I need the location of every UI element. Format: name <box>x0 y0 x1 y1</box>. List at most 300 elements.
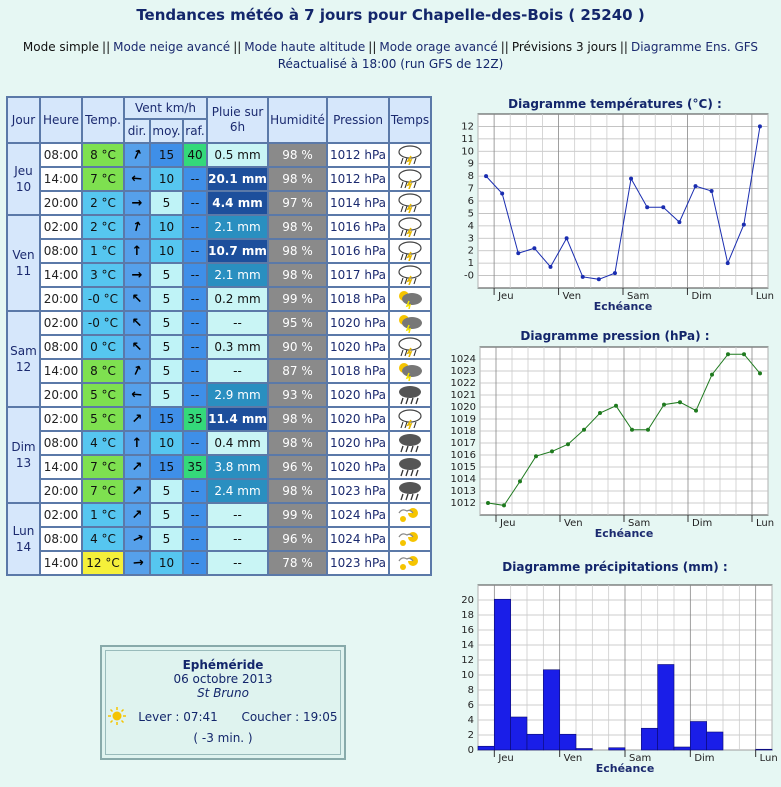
storm-weather-icon <box>390 337 430 357</box>
y-tick-label: 1019 <box>450 414 476 425</box>
wind-arrow-icon: ↗ <box>131 411 143 427</box>
weather-cell <box>390 432 430 454</box>
weather-cell <box>390 144 430 166</box>
chart-title: Diagramme températures (°C) : <box>508 97 722 111</box>
y-tick-label: 1 <box>467 258 474 270</box>
data-point <box>758 371 762 375</box>
wind-arrow-icon: ↖ <box>128 169 146 189</box>
wind-direction-cell <box>125 312 149 334</box>
data-point <box>516 251 520 255</box>
temperature-cell: 3 °C <box>83 264 123 286</box>
weather-cell <box>390 456 430 478</box>
wind-gust-cell: -- <box>184 528 206 550</box>
hour-cell: 14:00 <box>41 360 81 382</box>
wind-direction-cell <box>125 144 149 166</box>
y-tick-label: 1016 <box>450 450 476 461</box>
weather-cell <box>390 288 430 310</box>
data-point <box>694 184 698 188</box>
nav-separator: || <box>233 40 242 54</box>
wind-direction-cell <box>125 432 149 454</box>
wind-speed-cell: 15 <box>151 456 182 478</box>
weather-cell <box>390 552 430 574</box>
sunstorm-weather-icon <box>390 361 430 381</box>
header-moy: moy. <box>151 120 182 142</box>
y-tick-label: 1013 <box>450 486 476 497</box>
wind-speed-cell: 5 <box>151 360 182 382</box>
weather-cell <box>390 312 430 334</box>
nav-link-1[interactable]: Mode simple <box>22 40 100 54</box>
data-point <box>726 352 730 356</box>
wind-gust-cell: -- <box>184 312 206 334</box>
wind-gust-cell: -- <box>184 336 206 358</box>
y-tick-label: 1022 <box>450 378 476 389</box>
day-number: 12 <box>15 360 32 374</box>
nav-separator: || <box>619 40 628 54</box>
bar <box>478 746 494 750</box>
weather-cell <box>390 384 430 406</box>
wind-arrow-icon: ↗ <box>129 362 145 380</box>
data-point <box>645 205 649 209</box>
data-point <box>532 246 536 250</box>
wind-gust-cell: -- <box>184 192 206 214</box>
data-point <box>662 403 666 407</box>
pressure-cell: 1020 hPa <box>328 432 388 454</box>
pressure-cell: 1017 hPa <box>328 264 388 286</box>
hour-cell: 08:00 <box>41 240 81 262</box>
day-name: Ven <box>12 248 35 262</box>
rain-weather-icon <box>390 481 430 501</box>
y-tick-label: 20 <box>461 595 474 606</box>
forecast-row <box>8 384 430 406</box>
bar <box>609 748 625 750</box>
header-dir: dir. <box>125 120 149 142</box>
wind-gust-cell: -- <box>184 264 206 286</box>
pressure-cell: 1024 hPa <box>328 528 388 550</box>
ephemeride-saint: St Bruno <box>197 686 249 700</box>
wind-speed-cell: 5 <box>151 288 182 310</box>
data-point <box>549 265 553 269</box>
x-tick-label: Sam <box>628 518 651 529</box>
wind-direction-cell <box>125 408 149 430</box>
y-tick-label: 5 <box>467 208 474 220</box>
wind-arrow-icon: ↑ <box>131 243 143 259</box>
data-point <box>694 409 698 413</box>
temperature-cell: 8 °C <box>83 144 123 166</box>
day-name: Sam <box>10 344 37 358</box>
day-cell <box>8 312 39 406</box>
y-tick-label: 18 <box>461 610 474 621</box>
bar <box>641 728 657 750</box>
data-point <box>726 261 730 265</box>
humidity-cell: 98 % <box>269 216 326 238</box>
hour-cell: 14:00 <box>41 456 81 478</box>
nav-link-6[interactable]: Diagramme Ens. GFS <box>630 40 759 54</box>
day-cell <box>8 216 39 310</box>
header-jour: Jour <box>8 98 39 142</box>
pressure-chart <box>450 325 780 545</box>
y-tick-label: 1012 <box>450 498 476 509</box>
wind-gust-cell: -- <box>184 240 206 262</box>
temperature-cell: 7 °C <box>83 456 123 478</box>
y-tick-label: 9 <box>467 158 474 170</box>
y-tick-label: 4 <box>467 220 474 232</box>
temperature-cell: 2 °C <box>83 216 123 238</box>
header-temp: Temp. <box>83 98 123 142</box>
day-name: Jeu <box>14 164 33 178</box>
weather-cell <box>390 504 430 526</box>
ephemeride-date: 06 octobre 2013 <box>173 672 273 686</box>
weather-cell <box>390 216 430 238</box>
storm-weather-icon <box>390 145 430 165</box>
sunstorm-weather-icon <box>390 313 430 333</box>
y-tick-label: 2 <box>467 730 474 741</box>
wind-speed-cell: 5 <box>151 312 182 334</box>
wind-arrow-icon: ↗ <box>129 146 145 164</box>
bar <box>658 665 674 751</box>
nav-separator: || <box>102 40 111 54</box>
wind-gust-cell: -- <box>184 384 206 406</box>
wind-arrow-icon: ↗ <box>128 553 146 573</box>
wind-gust-cell: -- <box>184 168 206 190</box>
temperature-cell: 4 °C <box>83 528 123 550</box>
rain-cell: -- <box>208 552 267 574</box>
wind-arrow-icon: ↗ <box>129 530 145 548</box>
hour-cell: 08:00 <box>41 528 81 550</box>
x-tick-label: Ven <box>563 753 583 764</box>
y-tick-label: 1024 <box>450 354 476 365</box>
nav-separator: || <box>368 40 377 54</box>
hour-cell: 08:00 <box>41 144 81 166</box>
y-tick-label: 1014 <box>450 474 476 485</box>
hour-cell: 02:00 <box>41 216 81 238</box>
hour-cell: 20:00 <box>41 288 81 310</box>
temperature-cell: 2 °C <box>83 192 123 214</box>
y-tick-label: 1015 <box>450 462 476 473</box>
data-point <box>581 275 585 279</box>
rain-cell: -- <box>208 528 267 550</box>
humidity-cell: 98 % <box>269 144 326 166</box>
wind-direction-cell <box>125 216 149 238</box>
temperature-cell: -0 °C <box>83 312 123 334</box>
forecast-row <box>8 552 430 574</box>
storm-weather-icon <box>390 265 430 285</box>
wind-speed-cell: 5 <box>151 336 182 358</box>
y-tick-label: 11 <box>461 133 474 145</box>
x-tick-label: Lun <box>759 753 778 764</box>
wind-speed-cell: 5 <box>151 384 182 406</box>
rain-cell: 20.1 mm <box>208 168 267 190</box>
header-heure: Heure <box>41 98 81 142</box>
data-point <box>646 428 650 432</box>
wind-gust-cell: -- <box>184 480 206 502</box>
y-tick-label: 12 <box>461 121 474 133</box>
pressure-cell: 1020 hPa <box>328 384 388 406</box>
rain-cell: 2.1 mm <box>208 216 267 238</box>
chart-title: Diagramme précipitations (mm) : <box>502 560 728 574</box>
sun-weather-icon <box>390 553 430 573</box>
rain-cell: -- <box>208 360 267 382</box>
data-point <box>742 223 746 227</box>
temperature-cell: 1 °C <box>83 504 123 526</box>
rain-cell: 0.3 mm <box>208 336 267 358</box>
rain-weather-icon <box>390 385 430 405</box>
forecast-row <box>8 528 430 550</box>
data-point <box>518 479 522 483</box>
weather-cell <box>390 264 430 286</box>
forecast-row <box>8 480 430 502</box>
day-number: 13 <box>15 456 32 470</box>
humidity-cell: 78 % <box>269 552 326 574</box>
y-tick-label: 1018 <box>450 426 476 437</box>
header-vent: Vent km/h <box>125 98 206 118</box>
data-point <box>630 428 634 432</box>
humidity-cell: 99 % <box>269 504 326 526</box>
sun-icon <box>108 707 126 725</box>
data-point <box>534 454 538 458</box>
header-raf: raf. <box>184 120 206 142</box>
x-tick-label: Lun <box>756 518 775 529</box>
bar <box>674 747 690 750</box>
page-title: Tendances météo à 7 jours pour Chapelle-des-Bois ( 25240 ) <box>136 6 645 24</box>
weather-cell <box>390 336 430 358</box>
pressure-cell: 1020 hPa <box>328 336 388 358</box>
temperature-cell: 1 °C <box>83 240 123 262</box>
rain-cell: 0.5 mm <box>208 144 267 166</box>
wind-arrow-icon: ↗ <box>131 483 143 499</box>
humidity-cell: 90 % <box>269 336 326 358</box>
x-tick-label: Jeu <box>498 291 514 302</box>
forecast-table <box>6 96 432 576</box>
data-point <box>629 177 633 181</box>
ephemeride-box <box>100 645 346 760</box>
wind-arrow-icon: ↖ <box>131 291 143 307</box>
pressure-cell: 1020 hPa <box>328 456 388 478</box>
nav-link-3[interactable]: Mode haute altitude <box>244 40 366 54</box>
data-point <box>582 428 586 432</box>
humidity-cell: 96 % <box>269 528 326 550</box>
wind-direction-cell <box>125 552 149 574</box>
x-axis-label: Echéance <box>593 300 653 312</box>
nav-link-2[interactable]: Mode neige avancé <box>113 40 231 54</box>
x-tick-label: Dim <box>694 753 715 764</box>
weather-cell <box>390 240 430 262</box>
wind-arrow-icon: ↗ <box>128 217 146 237</box>
temperature-cell: 5 °C <box>83 408 123 430</box>
wind-arrow-icon: ↑ <box>131 435 143 451</box>
bar <box>756 749 772 750</box>
bar <box>576 749 592 751</box>
wind-direction-cell <box>125 360 149 382</box>
y-tick-label: 16 <box>461 625 474 636</box>
weather-cell <box>390 408 430 430</box>
wind-direction-cell <box>125 336 149 358</box>
humidity-cell: 95 % <box>269 312 326 334</box>
rain-cell: 2.1 mm <box>208 264 267 286</box>
data-point <box>710 373 714 377</box>
rain-cell: -- <box>208 504 267 526</box>
wind-direction-cell <box>125 240 149 262</box>
forecast-row <box>8 456 430 478</box>
wind-gust-cell: 35 <box>184 456 206 478</box>
pressure-cell: 1014 hPa <box>328 192 388 214</box>
nav-link-4[interactable]: Mode orage avancé <box>379 40 498 54</box>
wind-speed-cell: 5 <box>151 528 182 550</box>
chart-title: Diagramme pression (hPa) : <box>520 329 710 343</box>
day-length-diff: ( -3 min. ) <box>193 731 253 745</box>
x-tick-label: Dim <box>691 291 712 302</box>
data-point <box>677 220 681 224</box>
data-point <box>484 174 488 178</box>
x-tick-label: Ven <box>564 518 583 529</box>
x-tick-label: Sam <box>629 753 652 764</box>
wind-gust-cell: -- <box>184 432 206 454</box>
data-point <box>598 411 602 415</box>
rain-weather-icon <box>390 433 430 453</box>
wind-direction-cell <box>125 456 149 478</box>
sunstorm-weather-icon <box>390 289 430 309</box>
y-tick-label: 1020 <box>450 402 476 413</box>
y-tick-label: 3 <box>467 233 474 245</box>
rain-cell: 11.4 mm <box>208 408 267 430</box>
x-axis-label: Echéance <box>595 762 655 775</box>
wind-speed-cell: 10 <box>151 216 182 238</box>
wind-gust-cell: 40 <box>184 144 206 166</box>
wind-speed-cell: 5 <box>151 192 182 214</box>
humidity-cell: 98 % <box>269 168 326 190</box>
forecast-row <box>8 336 430 358</box>
update-info: Réactualisé à 18:00 (run GFS de 12Z) <box>277 57 504 71</box>
day-number: 14 <box>15 540 32 554</box>
temperature-cell: 4 °C <box>83 432 123 454</box>
y-tick-label: 6 <box>467 700 474 711</box>
hour-cell: 20:00 <box>41 480 81 502</box>
forecast-row <box>8 360 430 382</box>
wind-gust-cell: -- <box>184 216 206 238</box>
data-point <box>550 449 554 453</box>
wind-gust-cell: -- <box>184 552 206 574</box>
hour-cell: 14:00 <box>41 168 81 190</box>
pressure-cell: 1023 hPa <box>328 552 388 574</box>
storm-weather-icon <box>390 193 430 213</box>
pressure-cell: 1012 hPa <box>328 144 388 166</box>
pressure-cell: 1024 hPa <box>328 504 388 526</box>
bar <box>527 734 543 750</box>
y-tick-label: 1017 <box>450 438 476 449</box>
pressure-cell: 1020 hPa <box>328 312 388 334</box>
data-point <box>597 277 601 281</box>
humidity-cell: 96 % <box>269 456 326 478</box>
humidity-cell: 98 % <box>269 408 326 430</box>
y-tick-label: 1021 <box>450 390 476 401</box>
pressure-cell: 1016 hPa <box>328 216 388 238</box>
temperature-cell: 5 °C <box>83 384 123 406</box>
humidity-cell: 98 % <box>269 240 326 262</box>
wind-arrow-icon: ↖ <box>131 339 143 355</box>
wind-gust-cell: 35 <box>184 408 206 430</box>
temperature-cell: 8 °C <box>83 360 123 382</box>
hour-cell: 02:00 <box>41 312 81 334</box>
wind-gust-cell: -- <box>184 360 206 382</box>
x-tick-label: Lun <box>755 291 774 302</box>
wind-speed-cell: 5 <box>151 264 182 286</box>
data-point <box>486 501 490 505</box>
bar <box>560 734 576 750</box>
nav-link-5[interactable]: Prévisions 3 jours <box>511 40 617 54</box>
weather-cell <box>390 480 430 502</box>
hour-cell: 20:00 <box>41 384 81 406</box>
bar <box>707 732 723 750</box>
data-point <box>614 404 618 408</box>
bar <box>543 670 559 750</box>
forecast-row <box>8 432 430 454</box>
wind-arrow-icon: ↖ <box>131 315 143 331</box>
nav-separator: || <box>500 40 509 54</box>
forecast-row <box>8 408 430 430</box>
data-point <box>678 400 682 404</box>
rain-cell: 2.4 mm <box>208 480 267 502</box>
forecast-row <box>8 168 430 190</box>
x-axis-label: Echéance <box>594 527 654 540</box>
wind-speed-cell: 5 <box>151 480 182 502</box>
forecast-row <box>8 144 430 166</box>
day-cell <box>8 504 39 574</box>
humidity-cell: 98 % <box>269 432 326 454</box>
wind-direction-cell <box>125 504 149 526</box>
forecast-row <box>8 504 430 526</box>
sun-weather-icon <box>390 505 430 525</box>
y-tick-label: 10 <box>461 670 474 681</box>
y-tick-label: 7 <box>467 183 474 195</box>
data-point <box>758 124 762 128</box>
storm-weather-icon <box>390 217 430 237</box>
hour-cell: 20:00 <box>41 192 81 214</box>
humidity-cell: 93 % <box>269 384 326 406</box>
temperature-cell: 7 °C <box>83 480 123 502</box>
hour-cell: 02:00 <box>41 408 81 430</box>
humidity-cell: 99 % <box>269 288 326 310</box>
day-name: Dim <box>11 440 36 454</box>
forecast-row <box>8 288 430 310</box>
wind-direction-cell <box>125 384 149 406</box>
day-cell <box>8 408 39 502</box>
x-tick-label: Jeu <box>500 518 516 529</box>
pressure-cell: 1020 hPa <box>328 408 388 430</box>
temperature-cell: -0 °C <box>83 288 123 310</box>
x-tick-label: Sam <box>627 291 650 302</box>
header-pression: Pression <box>328 98 388 142</box>
wind-arrow-icon: ↗ <box>131 459 143 475</box>
wind-direction-cell <box>125 528 149 550</box>
rain-cell: 4.4 mm <box>208 192 267 214</box>
bar <box>511 717 527 750</box>
wind-speed-cell: 10 <box>151 432 182 454</box>
wind-arrow-icon: → <box>131 195 143 211</box>
wind-gust-cell: -- <box>184 504 206 526</box>
y-tick-label: 0 <box>467 745 474 756</box>
wind-speed-cell: 10 <box>151 168 182 190</box>
storm-weather-icon <box>390 241 430 261</box>
pressure-cell: 1018 hPa <box>328 360 388 382</box>
temperature-chart <box>450 92 780 312</box>
storm-weather-icon <box>390 409 430 429</box>
weather-cell <box>390 360 430 382</box>
forecast-row <box>8 216 430 238</box>
pressure-cell: 1023 hPa <box>328 480 388 502</box>
y-tick-label: 12 <box>461 655 474 666</box>
hour-cell: 02:00 <box>41 504 81 526</box>
data-point <box>500 192 504 196</box>
hour-cell: 08:00 <box>41 432 81 454</box>
